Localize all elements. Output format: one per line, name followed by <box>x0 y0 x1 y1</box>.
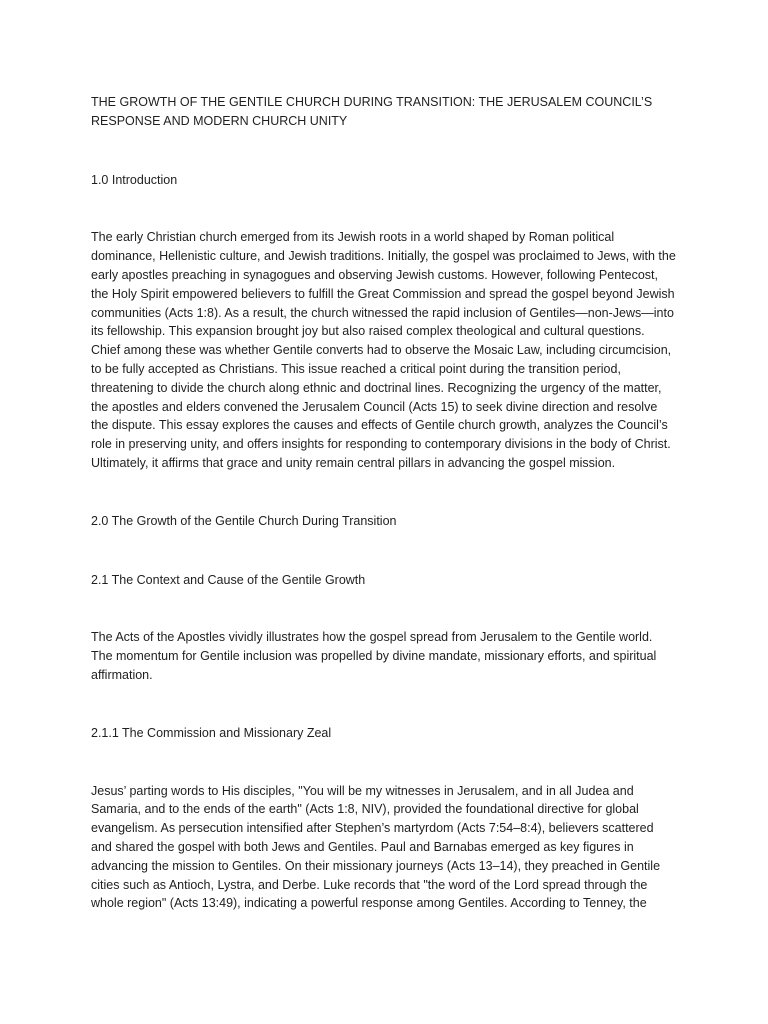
document-body <box>91 93 677 913</box>
document-title: THE GROWTH OF THE GENTILE CHURCH DURING TRANSITION: THE JERUSALEM COUNCIL’S RESPONSE AND MODERN CHURCH UNITY <box>91 95 653 128</box>
heading-commission-missionary-zeal: 2.1.1 The Commission and Missionary Zeal <box>91 725 332 740</box>
heading-introduction: 1.0 Introduction <box>91 172 178 187</box>
paragraph-context-and-cause: The Acts of the Apostles vividly illustrates how the gospel spread from Jerusalem to the Gentile world. The momentum for Gentile inclusion was propelled by divine mandate, missionary efforts, and spiritual affirmation. <box>91 630 657 682</box>
heading-gentile-church-growth: 2.0 The Growth of the Gentile Church During Transition <box>91 513 397 528</box>
paragraph-introduction: The early Christian church emerged from its Jewish roots in a world shaped by Roman political dominance, Hellenistic culture, and Jewish traditions. Initially, the gospel was proclaimed to Jews, with the early apostles preaching in synagogues and observing Jewish customs. However, following Pentecost, the Holy Spirit empowered believers to fulfill the Great Commission and spread the gospel beyond Jewish communities (Acts 1:8). As a result, the church witnessed the rapid inclusion of Gentiles—non-Jews—into its fellowship. This expansion brought joy but also raised complex theological and cultural questions. Chief among these was whether Gentile converts had to observe the Mosaic Law, including circumcision, to be fully accepted as Christians. This issue reached a critical point during the transition period, threatening to divide the church along ethnic and doctrinal lines. Recognizing the urgency of the matter, the apostles and elders convened the Jerusalem Council (Acts 15) to seek divine direction and resolve the dispute. This essay explores the causes and effects of Gentile church growth, analyzes the Council’s role in preserving unity, and offers insights for responding to contemporary divisions in the body of Christ. Ultimately, it affirms that grace and unity remain central pillars in advancing the gospel mission. <box>91 230 676 470</box>
heading-context-and-cause: 2.1 The Context and Cause of the Gentile Growth <box>91 572 366 587</box>
paragraph-commission-missionary-zeal: Jesus’ parting words to His disciples, "You will be my witnesses in Jerusalem, and in all Judea and Samaria, and to the ends of the earth" (Acts 1:8, NIV), provided the foundational directive for global evangelism. As persecution intensified after Stephen’s martyrdom (Acts 7:54–8:4), believers scattered and shared the gospel with both Jews and Gentiles. Paul and Barnabas emerged as key figures in advancing the mission to Gentiles. On their missionary journeys (Acts 13–14), they preached in Gentile cities such as Antioch, Lystra, and Derbe. Luke records that "the word of the Lord spread through the whole region" (Acts 13:49), indicating a powerful response among Gentiles. According to Tenney, the <box>91 783 661 911</box>
